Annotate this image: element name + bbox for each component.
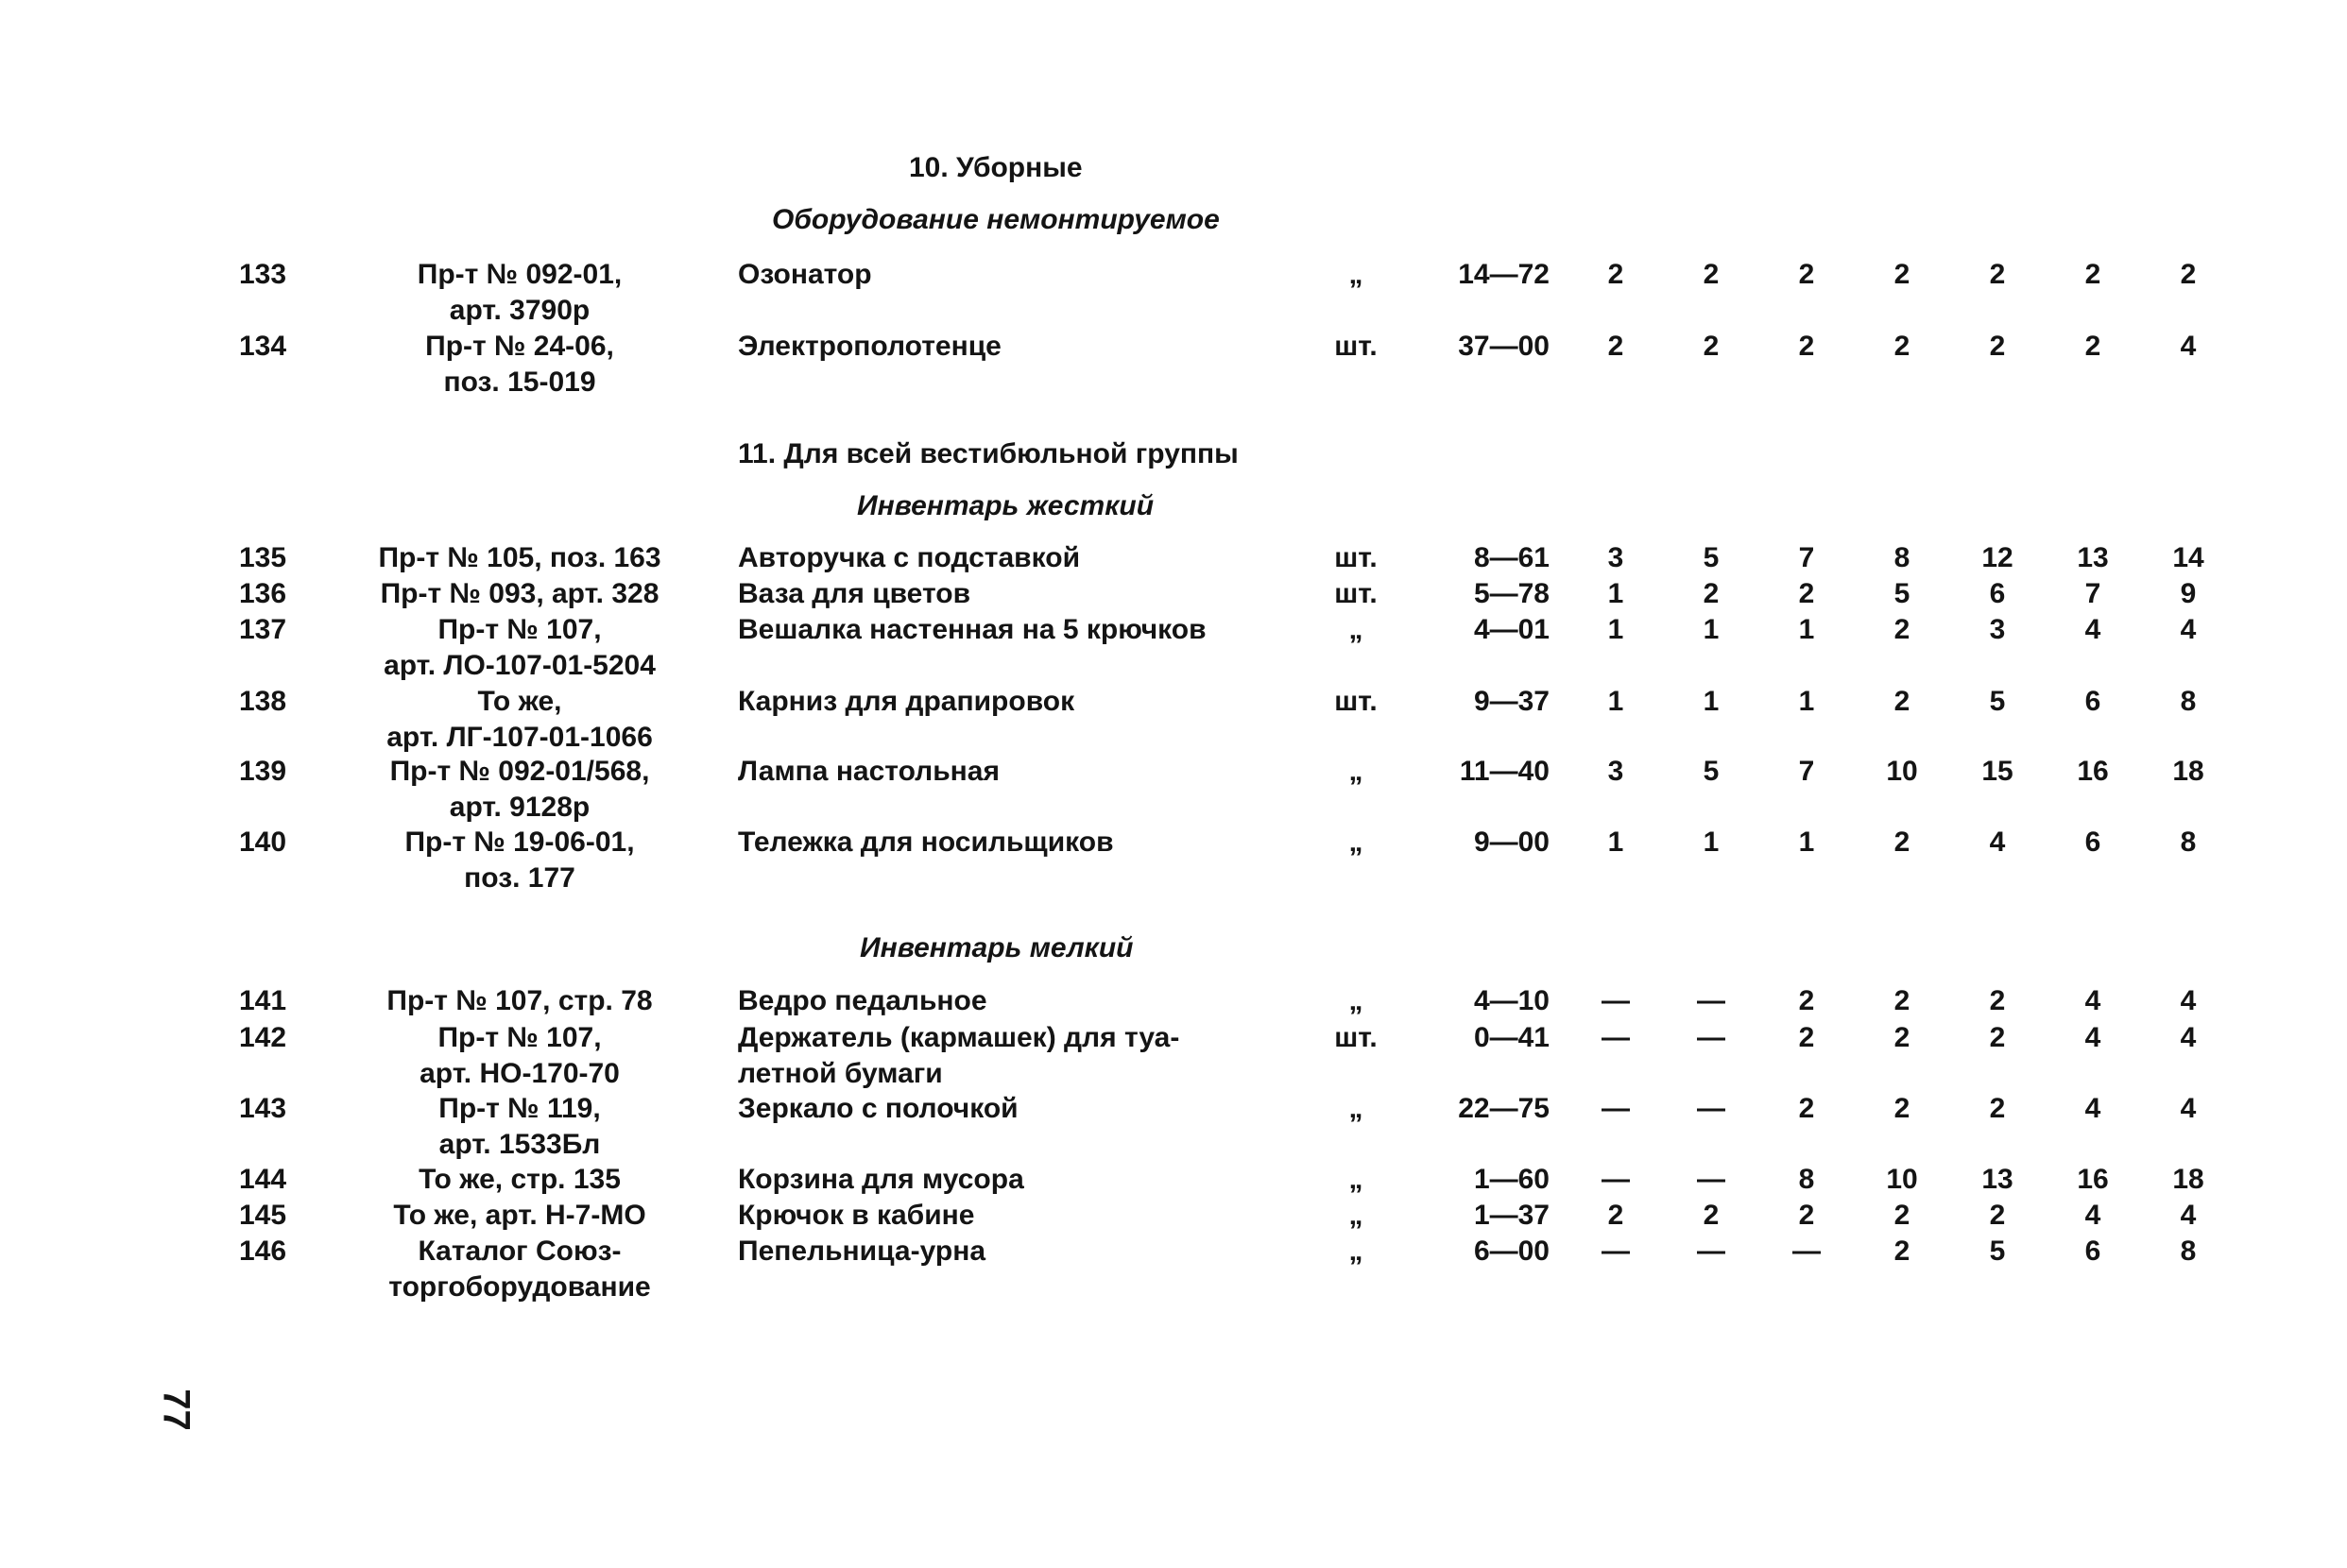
item-number: 144 bbox=[238, 1164, 287, 1195]
table-row bbox=[0, 1198, 2347, 1236]
quantity-cell: 4 bbox=[2084, 985, 2101, 1016]
source-line: Пр-т № 119, bbox=[438, 1093, 601, 1124]
quantity-cell: 1 bbox=[1703, 614, 1720, 645]
source-line: Пр-т № 105, поз. 163 bbox=[378, 542, 661, 573]
quantity-cell: 10 bbox=[1886, 756, 1918, 787]
quantity-cell: 8 bbox=[2180, 827, 2197, 858]
quantity-cell: 7 bbox=[1798, 542, 1815, 573]
unit: „ bbox=[1348, 985, 1363, 1016]
source-reference bbox=[340, 576, 699, 612]
item-name bbox=[738, 540, 1305, 576]
item-number: 135 bbox=[238, 542, 287, 573]
quantity-cell: 2 bbox=[1893, 1093, 1910, 1124]
table-row bbox=[0, 1162, 2347, 1200]
quantity-cell: 2 bbox=[1893, 331, 1910, 362]
item-name-line: Пепельница-урна bbox=[738, 1236, 986, 1267]
item-name-line: Карниз для драпировок bbox=[738, 686, 1075, 717]
source-reference bbox=[340, 612, 699, 681]
quantity-cell: 2 bbox=[2084, 259, 2101, 290]
quantity-cell: 2 bbox=[1703, 331, 1720, 362]
unit: шт. bbox=[1334, 1022, 1378, 1053]
subsection-title: Инвентарь жесткий bbox=[857, 490, 1155, 521]
price: 4—10 bbox=[1473, 985, 1550, 1016]
quantity-cell: 4 bbox=[2180, 614, 2197, 645]
item-number: 143 bbox=[238, 1093, 287, 1124]
unit: шт. bbox=[1334, 578, 1378, 609]
quantity-cell: 6 bbox=[2084, 1236, 2101, 1267]
item-name-line: Лампа настольная bbox=[738, 756, 1000, 787]
item-number: 142 bbox=[238, 1022, 287, 1053]
source-reference bbox=[340, 825, 699, 894]
quantity-cell: 6 bbox=[1989, 578, 2006, 609]
section-title: 10. Уборные bbox=[909, 152, 1083, 183]
source-line: арт. ЛГ-107-01-1066 bbox=[386, 722, 653, 753]
quantity-cell: 1 bbox=[1798, 827, 1815, 858]
source-reference bbox=[340, 1234, 699, 1303]
quantity-cell: 8 bbox=[2180, 1236, 2197, 1267]
quantity-cell: 1 bbox=[1703, 686, 1720, 717]
quantity-cell: 16 bbox=[2077, 1164, 2109, 1195]
source-line: Пр-т № 093, арт. 328 bbox=[380, 578, 660, 609]
table-row bbox=[0, 257, 2347, 326]
quantity-cell: 4 bbox=[2084, 614, 2101, 645]
source-reference bbox=[340, 540, 699, 576]
unit: „ bbox=[1348, 1236, 1363, 1267]
quantity-cell: 5 bbox=[1989, 1236, 2006, 1267]
source-reference bbox=[340, 257, 699, 326]
quantity-cell: 2 bbox=[2180, 259, 2197, 290]
table-row bbox=[0, 1091, 2347, 1160]
source-line: поз. 15-019 bbox=[443, 366, 596, 398]
quantity-cell: 7 bbox=[2084, 578, 2101, 609]
quantity-cell: 4 bbox=[2180, 985, 2197, 1016]
item-number: 133 bbox=[238, 259, 287, 290]
unit: „ bbox=[1348, 614, 1363, 645]
item-number: 141 bbox=[238, 985, 287, 1016]
quantity-cell: 5 bbox=[1989, 686, 2006, 717]
quantity-cell: 2 bbox=[1703, 578, 1720, 609]
item-name-line: Авторучка с подставкой bbox=[738, 542, 1081, 573]
price: 37—00 bbox=[1458, 331, 1550, 362]
quantity-cell: 1 bbox=[1607, 578, 1624, 609]
quantity-cell: 3 bbox=[1607, 542, 1624, 573]
quantity-cell: 13 bbox=[1981, 1164, 2013, 1195]
quantity-cell: — bbox=[1697, 1164, 1725, 1195]
table-row bbox=[0, 540, 2347, 578]
quantity-cell: 2 bbox=[1798, 1022, 1815, 1053]
quantity-cell: 2 bbox=[1798, 1200, 1815, 1231]
quantity-cell: 2 bbox=[1607, 1200, 1624, 1231]
quantity-cell: 2 bbox=[1798, 985, 1815, 1016]
quantity-cell: 18 bbox=[2172, 756, 2204, 787]
item-name-line: Вешалка настенная на 5 крючков bbox=[738, 614, 1207, 645]
quantity-cell: — bbox=[1697, 1093, 1725, 1124]
item-name-line: Ведро педальное bbox=[738, 985, 987, 1016]
item-number: 140 bbox=[238, 827, 287, 858]
quantity-cell: 2 bbox=[2084, 331, 2101, 362]
source-line: Пр-т № 19-06-01, bbox=[404, 827, 635, 858]
price: 1—37 bbox=[1473, 1200, 1550, 1231]
quantity-cell: — bbox=[1697, 985, 1725, 1016]
price: 0—41 bbox=[1473, 1022, 1550, 1053]
source-line: То же, стр. 135 bbox=[419, 1164, 621, 1195]
quantity-cell: 13 bbox=[2077, 542, 2109, 573]
item-name-line: Корзина для мусора bbox=[738, 1164, 1024, 1195]
quantity-cell: — bbox=[1602, 1236, 1630, 1267]
item-name-line: Ваза для цветов bbox=[738, 578, 971, 609]
item-name bbox=[738, 684, 1305, 720]
quantity-cell: 14 bbox=[2172, 542, 2204, 573]
quantity-cell: 2 bbox=[1893, 985, 1910, 1016]
price: 4—01 bbox=[1473, 614, 1550, 645]
quantity-cell: 8 bbox=[1893, 542, 1910, 573]
source-line: Каталог Союз- bbox=[418, 1236, 622, 1267]
quantity-cell: 2 bbox=[1893, 1236, 1910, 1267]
item-name bbox=[738, 1091, 1305, 1127]
source-reference bbox=[340, 684, 699, 753]
table-row bbox=[0, 612, 2347, 681]
price: 9—00 bbox=[1473, 827, 1550, 858]
quantity-cell: 2 bbox=[1989, 1022, 2006, 1053]
quantity-cell: 3 bbox=[1607, 756, 1624, 787]
quantity-cell: 3 bbox=[1989, 614, 2006, 645]
item-name bbox=[738, 754, 1305, 790]
quantity-cell: 4 bbox=[2180, 1093, 2197, 1124]
item-number: 139 bbox=[238, 756, 287, 787]
quantity-cell: 9 bbox=[2180, 578, 2197, 609]
quantity-cell: 2 bbox=[1989, 331, 2006, 362]
subsection-title: Оборудование немонтируемое bbox=[772, 204, 1220, 235]
quantity-cell: 12 bbox=[1981, 542, 2013, 573]
unit: шт. bbox=[1334, 686, 1378, 717]
quantity-cell: 4 bbox=[2180, 1200, 2197, 1231]
quantity-cell: 4 bbox=[1989, 827, 2006, 858]
quantity-cell: 1 bbox=[1607, 686, 1624, 717]
quantity-cell: 2 bbox=[1989, 1200, 2006, 1231]
quantity-cell: 2 bbox=[1893, 827, 1910, 858]
item-name bbox=[738, 825, 1305, 861]
price: 14—72 bbox=[1458, 259, 1550, 290]
item-number: 136 bbox=[238, 578, 287, 609]
price: 9—37 bbox=[1473, 686, 1550, 717]
item-name bbox=[738, 257, 1305, 293]
quantity-cell: 8 bbox=[2180, 686, 2197, 717]
source-line: арт. 9128р bbox=[449, 792, 591, 823]
table-row bbox=[0, 754, 2347, 823]
table-row bbox=[0, 576, 2347, 614]
source-line: Пр-т № 24-06, bbox=[425, 331, 614, 362]
item-name bbox=[738, 612, 1305, 648]
price: 1—60 bbox=[1473, 1164, 1550, 1195]
item-name-line: летной бумаги bbox=[738, 1058, 943, 1089]
item-name-line: Тележка для носильщиков bbox=[738, 827, 1114, 858]
item-name-line: Держатель (кармашек) для туа- bbox=[738, 1022, 1180, 1053]
quantity-cell: 2 bbox=[1893, 1022, 1910, 1053]
quantity-cell: 2 bbox=[1607, 331, 1624, 362]
source-line: поз. 177 bbox=[464, 862, 575, 894]
source-line: арт. 1533Бл bbox=[438, 1129, 601, 1160]
quantity-cell: 2 bbox=[1989, 985, 2006, 1016]
table-row bbox=[0, 329, 2347, 398]
quantity-cell: 15 bbox=[1981, 756, 2013, 787]
item-name bbox=[738, 983, 1305, 1019]
source-line: арт. ЛО-107-01-5204 bbox=[384, 650, 656, 681]
quantity-cell: 4 bbox=[2180, 331, 2197, 362]
source-reference bbox=[340, 1162, 699, 1198]
source-line: Пр-т № 107, bbox=[437, 1022, 602, 1053]
quantity-cell: 10 bbox=[1886, 1164, 1918, 1195]
page-number: 77 bbox=[155, 1389, 197, 1431]
quantity-cell: 2 bbox=[1989, 1093, 2006, 1124]
quantity-cell: 1 bbox=[1798, 614, 1815, 645]
item-number: 146 bbox=[238, 1236, 287, 1267]
unit: „ bbox=[1348, 756, 1363, 787]
table-row bbox=[0, 1234, 2347, 1303]
source-line: То же, bbox=[477, 686, 562, 717]
quantity-cell: 5 bbox=[1893, 578, 1910, 609]
quantity-cell: 7 bbox=[1798, 756, 1815, 787]
item-name-line: Озонатор bbox=[738, 259, 872, 290]
quantity-cell: 1 bbox=[1798, 686, 1815, 717]
quantity-cell: 2 bbox=[1798, 259, 1815, 290]
quantity-cell: 2 bbox=[1798, 1093, 1815, 1124]
quantity-cell: — bbox=[1602, 1022, 1630, 1053]
subsection-title: Инвентарь мелкий bbox=[860, 932, 1134, 963]
item-number: 134 bbox=[238, 331, 287, 362]
source-reference bbox=[340, 1020, 699, 1089]
source-reference bbox=[340, 329, 699, 398]
quantity-cell: 6 bbox=[2084, 827, 2101, 858]
quantity-cell: 4 bbox=[2180, 1022, 2197, 1053]
unit: „ bbox=[1348, 827, 1363, 858]
quantity-cell: — bbox=[1697, 1022, 1725, 1053]
item-name bbox=[738, 1020, 1305, 1089]
quantity-cell: 2 bbox=[1893, 1200, 1910, 1231]
table-row bbox=[0, 684, 2347, 753]
item-name bbox=[738, 576, 1305, 612]
quantity-cell: 2 bbox=[1607, 259, 1624, 290]
quantity-cell: — bbox=[1602, 1164, 1630, 1195]
unit: „ bbox=[1348, 1164, 1363, 1195]
source-line: Пр-т № 092-01, bbox=[417, 259, 623, 290]
item-number: 145 bbox=[238, 1200, 287, 1231]
table-row bbox=[0, 825, 2347, 894]
source-line: Пр-т № 107, стр. 78 bbox=[386, 985, 653, 1016]
price: 11—40 bbox=[1459, 756, 1550, 787]
quantity-cell: 2 bbox=[1893, 259, 1910, 290]
price: 5—78 bbox=[1473, 578, 1550, 609]
item-name bbox=[738, 1162, 1305, 1198]
source-line: арт. 3790р bbox=[449, 295, 591, 326]
unit: шт. bbox=[1334, 331, 1378, 362]
source-line: То же, арт. Н-7-МО bbox=[393, 1200, 646, 1231]
source-line: арт. НО-170-70 bbox=[420, 1058, 620, 1089]
source-reference bbox=[340, 1198, 699, 1234]
unit: „ bbox=[1348, 1093, 1363, 1124]
quantity-cell: 5 bbox=[1703, 756, 1720, 787]
quantity-cell: 16 bbox=[2077, 756, 2109, 787]
price: 22—75 bbox=[1458, 1093, 1550, 1124]
unit: шт. bbox=[1334, 542, 1378, 573]
quantity-cell: — bbox=[1602, 985, 1630, 1016]
section-title: 11. Для всей вестибюльной группы bbox=[738, 438, 1239, 469]
source-reference bbox=[340, 983, 699, 1019]
quantity-cell: 1 bbox=[1607, 827, 1624, 858]
source-line: торгоборудование bbox=[388, 1271, 651, 1303]
item-name-line: Электрополотенце bbox=[738, 331, 1002, 362]
price: 8—61 bbox=[1473, 542, 1550, 573]
quantity-cell: 2 bbox=[1893, 614, 1910, 645]
quantity-cell: 18 bbox=[2172, 1164, 2204, 1195]
source-line: Пр-т № 092-01/568, bbox=[389, 756, 650, 787]
item-name-line: Крючок в кабине bbox=[738, 1200, 975, 1231]
quantity-cell: 1 bbox=[1703, 827, 1720, 858]
table-row bbox=[0, 983, 2347, 1021]
price: 6—00 bbox=[1473, 1236, 1550, 1267]
quantity-cell: 2 bbox=[1798, 331, 1815, 362]
quantity-cell: — bbox=[1697, 1236, 1725, 1267]
quantity-cell: — bbox=[1602, 1093, 1630, 1124]
item-name bbox=[738, 329, 1305, 365]
item-name bbox=[738, 1234, 1305, 1270]
quantity-cell: 4 bbox=[2084, 1022, 2101, 1053]
quantity-cell: 2 bbox=[1893, 686, 1910, 717]
table-row bbox=[0, 1020, 2347, 1089]
quantity-cell: 2 bbox=[1798, 578, 1815, 609]
quantity-cell: 1 bbox=[1607, 614, 1624, 645]
quantity-cell: — bbox=[1792, 1236, 1821, 1267]
quantity-cell: 2 bbox=[1989, 259, 2006, 290]
source-reference bbox=[340, 754, 699, 823]
item-number: 138 bbox=[238, 686, 287, 717]
item-name-line: Зеркало с полочкой bbox=[738, 1093, 1019, 1124]
item-number: 137 bbox=[238, 614, 287, 645]
quantity-cell: 5 bbox=[1703, 542, 1720, 573]
quantity-cell: 2 bbox=[1703, 259, 1720, 290]
source-line: Пр-т № 107, bbox=[437, 614, 602, 645]
unit: „ bbox=[1348, 259, 1363, 290]
quantity-cell: 2 bbox=[1703, 1200, 1720, 1231]
source-reference bbox=[340, 1091, 699, 1160]
quantity-cell: 6 bbox=[2084, 686, 2101, 717]
item-name bbox=[738, 1198, 1305, 1234]
quantity-cell: 4 bbox=[2084, 1093, 2101, 1124]
unit: „ bbox=[1348, 1200, 1363, 1231]
quantity-cell: 8 bbox=[1798, 1164, 1815, 1195]
quantity-cell: 4 bbox=[2084, 1200, 2101, 1231]
